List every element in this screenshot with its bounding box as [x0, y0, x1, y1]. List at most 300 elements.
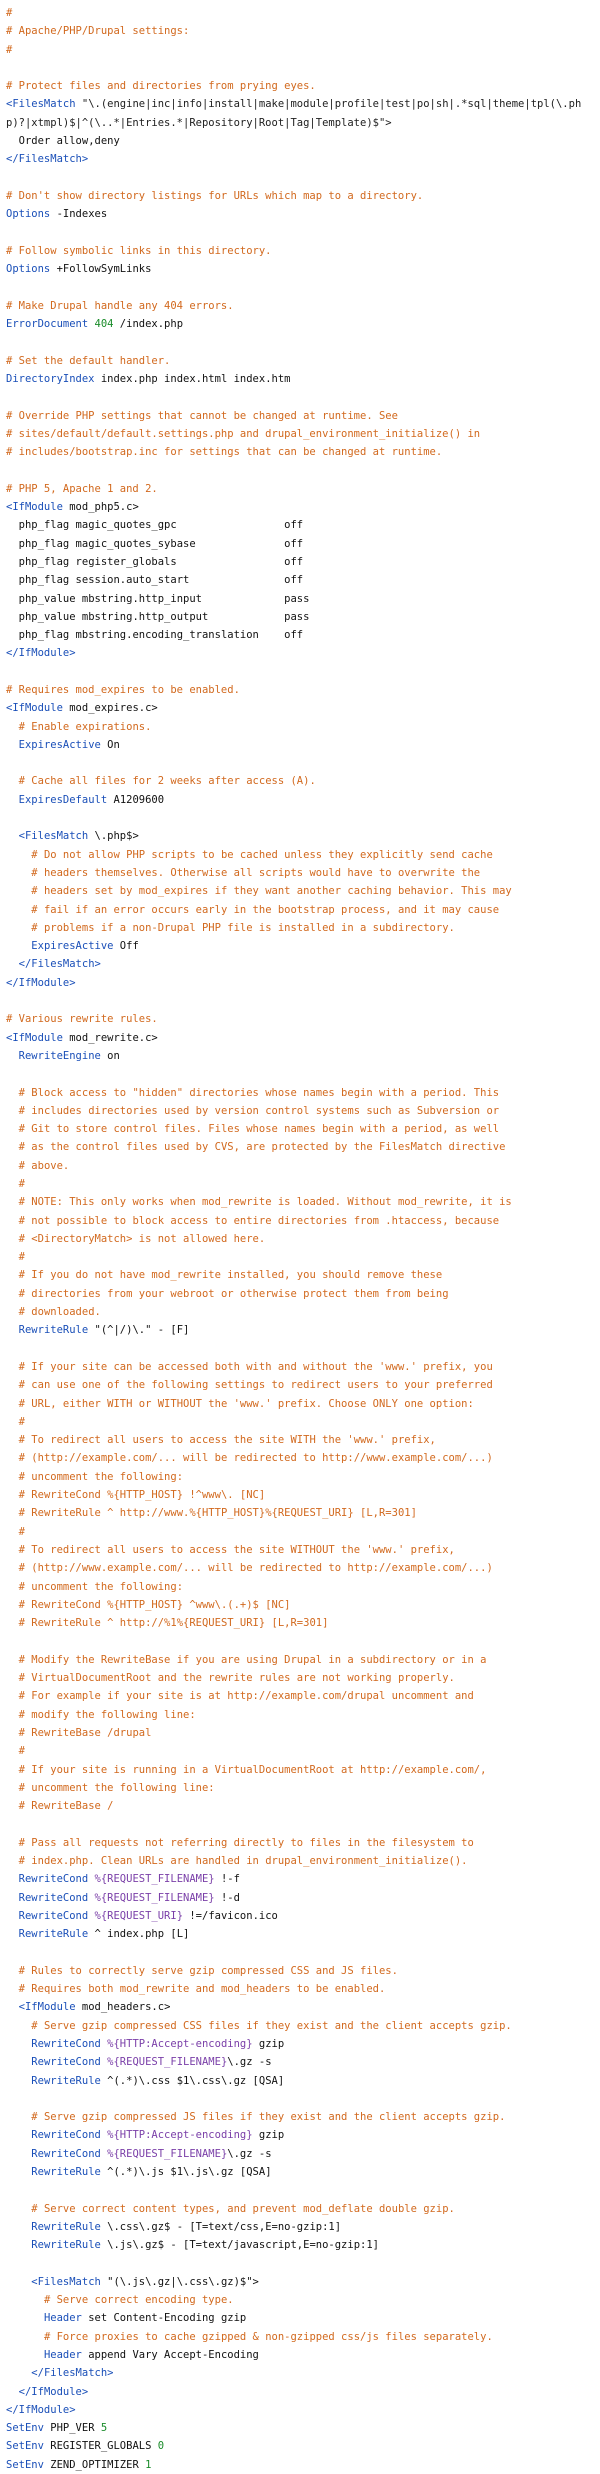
code-token-comment: # To redirect all users to access the site WITHOUT the 'www.' prefix, — [18, 1543, 455, 1556]
code-token-comment: # — [18, 1745, 25, 1758]
code-line — [6, 1907, 594, 1925]
code-line — [6, 516, 594, 534]
code-token-directive: RewriteRule — [18, 1928, 89, 1941]
code-line — [6, 1047, 594, 1065]
code-token-comment: # Protect files and directories from prying eyes. — [6, 80, 316, 93]
code-token-directive: </IfModule> — [6, 2403, 76, 2416]
code-indent — [6, 2276, 31, 2288]
code-token-comment: # Serve correct encoding type. — [43, 2294, 234, 2307]
code-token-directive: SetEnv — [6, 2458, 44, 2471]
code-indent — [6, 2331, 44, 2343]
code-line — [6, 1102, 594, 1120]
code-line — [6, 1614, 594, 1632]
code-token-plain: +FollowSymLinks — [50, 263, 152, 276]
code-indent — [6, 1196, 19, 1208]
code-indent — [6, 1489, 19, 1501]
code-token-comment: # directories from your webroot or otherwise protect them from being — [18, 1287, 449, 1300]
code-line — [6, 352, 594, 370]
code-token-comment: # RewriteBase / — [18, 1800, 114, 1813]
code-token-comment: # — [6, 43, 13, 56]
code-token-directive: RewriteRule — [18, 1324, 89, 1337]
code-indent — [6, 1654, 19, 1666]
code-token-comment: # uncomment the following: — [18, 1580, 184, 1593]
code-token-directive: <FilesMatch — [31, 2275, 101, 2288]
code-token-directive: <IfModule — [6, 1031, 63, 1044]
code-token-comment: # (http://www.example.com/... will be redirected to http://example.com/...) — [18, 1562, 493, 1575]
code-line — [6, 1395, 594, 1413]
code-token-comment: # — [18, 1525, 25, 1538]
code-line — [6, 1303, 594, 1321]
code-token-comment: # index.php. Clean URLs are handled in drupal_environment_initialize(). — [18, 1854, 468, 1867]
code-indent — [6, 885, 31, 897]
code-line — [6, 2090, 594, 2108]
code-token-plain: Off — [113, 940, 139, 953]
code-token-comment: # Git to store control files. Files whose names begin with a period, as well — [18, 1123, 500, 1136]
code-token-directive: RewriteRule — [31, 2239, 101, 2252]
code-line — [6, 224, 594, 242]
code-token-comment: # Set the default handler. — [6, 354, 171, 367]
code-token-directive: Header — [43, 2349, 82, 2361]
code-line — [6, 1120, 594, 1138]
code-line — [6, 754, 594, 772]
code-line — [6, 1175, 594, 1193]
code-token-plain: ZEND_OPTIMIZER — [43, 2458, 139, 2471]
code-indent — [6, 1544, 19, 1556]
code-token-comment: # — [18, 1251, 25, 1264]
code-token-comment: # To redirect all users to access the site WITH the 'www.' prefix, — [18, 1434, 436, 1447]
code-indent — [6, 2020, 31, 2032]
code-token-directive: </IfModule> — [6, 647, 76, 660]
code-indent — [6, 1288, 19, 1300]
code-token-plain: \.gz -s — [227, 2147, 272, 2160]
code-token-directive: RewriteRule — [31, 2220, 101, 2233]
code-token-directive: Options — [6, 208, 51, 221]
code-line — [6, 992, 594, 1010]
code-token-plain: ^ index.php [L] — [88, 1928, 190, 1941]
code-token-comment: # problems if a non-Drupal PHP file is installed in a subdirectory. — [31, 921, 455, 934]
code-indent — [6, 2056, 31, 2068]
code-indent — [6, 593, 19, 605]
code-line — [6, 1523, 594, 1541]
code-line — [6, 1742, 594, 1760]
code-token-plain: php_flag mbstring.encoding_translation off — [18, 629, 304, 642]
code-indent — [6, 739, 19, 751]
code-line — [6, 1157, 594, 1175]
code-token-number: 1 — [138, 2458, 152, 2471]
code-line — [6, 1943, 594, 1961]
code-token-number: 404 — [88, 318, 114, 331]
code-line — [6, 955, 594, 973]
code-token-plain: Order allow,deny — [18, 135, 120, 148]
code-indent — [6, 574, 19, 586]
code-indent — [6, 1837, 19, 1849]
code-line — [6, 1889, 594, 1907]
code-token-plain: php_flag session.auto_start off — [18, 574, 304, 587]
code-token-directive: </FilesMatch> — [18, 958, 101, 971]
code-token-comment: # (http://example.com/... will be redirected to http://www.example.com/...) — [18, 1452, 493, 1465]
code-token-variable: %{REQUEST_URI} — [88, 1909, 184, 1922]
code-token-comment: # RewriteCond %{HTTP_HOST} !^www\. [NC] — [18, 1489, 266, 1502]
code-token-comment: # RewriteCond %{HTTP_HOST} ^www\.(.+)$ [NC] — [18, 1598, 291, 1611]
code-indent — [6, 1928, 19, 1940]
code-token-string: "\.(engine|inc|info|install|make|module|profile|test|po|sh|.*sql|theme|tpl(\.php)?|xtmpl)$|^(\..*|Entries.*|Repository|Root|Tag|Template)$"> — [6, 98, 582, 129]
code-line — [6, 1834, 594, 1852]
code-line — [6, 2035, 594, 2053]
code-indent — [6, 1251, 19, 1263]
code-line — [6, 791, 594, 809]
code-indent — [6, 1965, 19, 1977]
code-line — [6, 2383, 594, 2401]
code-line — [6, 1504, 594, 1522]
code-line — [6, 827, 594, 845]
code-line — [6, 169, 594, 187]
code-line — [6, 260, 594, 278]
code-token-plain: On — [100, 738, 120, 751]
code-line — [6, 407, 594, 425]
code-indent — [6, 849, 31, 861]
code-token-plain: set Content-Encoding gzip — [81, 2312, 247, 2325]
code-token-comment: # sites/default/default.settings.php and drupal_environment_initialize() in — [6, 427, 481, 440]
code-indent — [6, 556, 19, 568]
code-line — [6, 242, 594, 260]
code-token-comment: # Serve gzip compressed JS files if they exist and the client accepts gzip. — [31, 2111, 506, 2124]
code-token-plain: php_value mbstring.http_input pass — [18, 592, 310, 605]
code-line — [6, 443, 594, 461]
code-token-directive: </FilesMatch> — [31, 2367, 114, 2380]
code-indent — [6, 1910, 19, 1922]
code-indent — [6, 629, 19, 641]
code-line — [6, 1761, 594, 1779]
code-indent — [6, 1178, 19, 1190]
code-token-comment: # Make Drupal handle any 404 errors. — [6, 299, 234, 312]
code-token-variable: %{HTTP:Accept-encoding} — [100, 2129, 253, 2142]
code-token-plain: mod_rewrite.c> — [62, 1031, 158, 1044]
code-line — [6, 1779, 594, 1797]
code-line — [6, 882, 594, 900]
code-token-comment: # If you do not have mod_rewrite installed, you should remove these — [18, 1269, 443, 1282]
code-token-plain: gzip — [252, 2037, 285, 2050]
code-indent — [6, 2075, 31, 2087]
code-token-directive: RewriteCond — [31, 2129, 101, 2142]
code-line — [6, 2017, 594, 2035]
code-indent — [6, 1269, 19, 1281]
code-indent — [6, 611, 19, 623]
code-token-plain: ^(.*)\.js $1\.js\.gz [QSA] — [100, 2166, 272, 2179]
code-indent — [6, 1764, 19, 1776]
code-line — [6, 1724, 594, 1742]
code-line — [6, 1925, 594, 1943]
code-line — [6, 1010, 594, 1028]
code-token-comment: # Rules to correctly serve gzip compressed CSS and JS files. — [18, 1964, 398, 1977]
code-line — [6, 2346, 594, 2364]
code-line — [6, 1486, 594, 1504]
code-indent — [6, 1141, 19, 1153]
code-line — [6, 1358, 594, 1376]
code-token-comment: # If your site is running in a VirtualDocumentRoot at http://example.com/, — [18, 1763, 487, 1776]
code-token-variable: %{REQUEST_FILENAME} — [100, 2147, 228, 2160]
code-line — [6, 1138, 594, 1156]
code-token-directive: ExpiresDefault — [18, 793, 108, 806]
code-token-comment: # VirtualDocumentRoot and the rewrite rules are not working properly. — [18, 1672, 455, 1685]
code-token-comment: # NOTE: This only works when mod_rewrite is loaded. Without mod_rewrite, it is — [18, 1196, 512, 1209]
code-token-directive: RewriteRule — [31, 2074, 101, 2087]
code-line — [6, 2291, 594, 2309]
code-token-directive: RewriteCond — [18, 1873, 89, 1886]
code-line — [6, 1065, 594, 1083]
code-indent — [6, 1581, 19, 1593]
code-token-variable: %{REQUEST_FILENAME} — [88, 1891, 215, 1904]
code-token-directive: ErrorDocument — [6, 318, 89, 331]
code-line — [6, 1980, 594, 1998]
code-token-directive: SetEnv — [6, 2422, 44, 2435]
code-token-directive: ExpiresActive — [18, 738, 101, 751]
code-line — [6, 461, 594, 479]
code-token-variable: %{HTTP:Accept-encoding} — [100, 2037, 253, 2050]
code-line — [6, 1870, 594, 1888]
code-line — [6, 681, 594, 699]
code-line — [6, 1248, 594, 1266]
code-line — [6, 150, 594, 168]
code-indent — [6, 1160, 19, 1172]
code-token-plain: PHP_VER — [43, 2422, 95, 2435]
code-token-comment: # Block access to "hidden" directories whose names begin with a period. This — [18, 1086, 500, 1099]
code-indent — [6, 2038, 31, 2050]
code-token-comment: # fail if an error occurs early in the bootstrap process, and it may cause — [31, 903, 500, 916]
code-line — [6, 608, 594, 626]
code-token-comment: # Force proxies to cache gzipped & non-gzipped css/js files separately. — [43, 2330, 493, 2343]
code-token-directive: RewriteEngine — [18, 1049, 101, 1062]
code-line — [6, 2364, 594, 2382]
code-indent — [6, 1452, 19, 1464]
code-line — [6, 1815, 594, 1833]
code-token-comment: # above. — [18, 1159, 70, 1172]
code-line — [6, 2163, 594, 2181]
code-indent — [6, 1050, 19, 1062]
code-indent — [6, 2294, 44, 2306]
code-token-comment: # uncomment the following line: — [18, 1781, 215, 1794]
code-token-directive: <FilesMatch — [6, 98, 76, 111]
code-token-comment: # Pass all requests not referring directly to files in the filesystem to — [18, 1836, 474, 1849]
code-token-plain: "(^|/)\." - [F] — [88, 1324, 190, 1337]
code-line — [6, 1578, 594, 1596]
code-line — [6, 1285, 594, 1303]
code-line — [6, 626, 594, 644]
code-token-directive: RewriteCond — [31, 2056, 101, 2069]
code-line — [6, 2437, 594, 2455]
code-token-number: 0 — [151, 2440, 165, 2453]
code-indent — [6, 1690, 19, 1702]
code-indent — [6, 1087, 19, 1099]
code-line — [6, 1651, 594, 1669]
code-line — [6, 1559, 594, 1577]
code-line — [6, 1449, 594, 1467]
code-token-comment: # For example if your site is at http://example.com/drupal uncomment and — [18, 1690, 474, 1703]
code-indent — [6, 1215, 19, 1227]
code-indent — [6, 1892, 19, 1904]
code-token-plain: php_flag register_globals off — [18, 555, 304, 568]
code-indent — [6, 2349, 44, 2361]
code-line — [6, 2401, 594, 2419]
code-indent — [6, 867, 31, 879]
code-token-directive: </FilesMatch> — [6, 153, 89, 166]
code-line — [6, 1266, 594, 1284]
code-line — [6, 1687, 594, 1705]
code-indent — [6, 2001, 19, 2013]
code-token-comment: # Don't show directory listings for URLs which map to a directory. — [6, 189, 424, 202]
code-line — [6, 1340, 594, 1358]
code-token-directive: RewriteRule — [31, 2166, 101, 2179]
code-token-directive: <FilesMatch — [18, 830, 89, 843]
code-indent — [6, 1873, 19, 1885]
code-line — [6, 2108, 594, 2126]
code-line — [6, 1852, 594, 1870]
code-token-directive: SetEnv — [6, 2440, 44, 2453]
code-indent — [6, 2111, 31, 2123]
code-token-directive: Options — [6, 263, 51, 276]
code-line — [6, 77, 594, 95]
code-line — [6, 974, 594, 992]
code-token-plain: !-d — [214, 1891, 240, 1904]
code-token-comment: # Override PHP settings that cannot be changed at runtime. See — [6, 409, 398, 422]
code-line — [6, 278, 594, 296]
code-token-plain: /index.php — [113, 318, 184, 331]
code-line — [6, 2145, 594, 2163]
code-token-variable: %{REQUEST_FILENAME} — [88, 1873, 215, 1886]
code-indent — [6, 1727, 19, 1739]
code-token-comment: # <DirectoryMatch> is not allowed here. — [18, 1232, 266, 1245]
code-line — [6, 718, 594, 736]
code-token-plain: mod_expires.c> — [62, 702, 158, 715]
code-line — [6, 480, 594, 498]
code-indent — [6, 1416, 19, 1428]
code-line — [6, 1632, 594, 1650]
code-indent — [6, 2129, 31, 2141]
code-token-plain: on — [100, 1049, 120, 1062]
code-indent — [6, 1599, 19, 1611]
code-token-plain: \.php$> — [88, 830, 139, 843]
code-indent — [6, 775, 19, 787]
code-indent — [6, 1398, 19, 1410]
code-indent — [6, 2221, 31, 2233]
code-token-comment: # — [18, 1415, 25, 1428]
code-indent — [6, 1105, 19, 1117]
code-indent — [6, 830, 19, 842]
code-token-plain: php_flag magic_quotes_gpc off — [18, 519, 304, 532]
code-token-comment: # Various rewrite rules. — [6, 1013, 158, 1026]
code-token-comment: # as the control files used by CVS, are protected by the FilesMatch directive — [18, 1141, 506, 1154]
code-token-directive: </IfModule> — [18, 2385, 89, 2398]
code-token-directive: Header — [43, 2312, 82, 2325]
code-line — [6, 809, 594, 827]
code-token-comment: # RewriteRule ^ http://%1%{REQUEST_URI} [L,R=301] — [18, 1617, 329, 1630]
code-token-comment: # Follow symbolic links in this directory. — [6, 244, 272, 257]
code-line — [6, 4, 594, 22]
code-line — [6, 1230, 594, 1248]
code-line — [6, 1084, 594, 1102]
code-token-plain: !=/favicon.ico — [183, 1909, 278, 1922]
code-token-directive: RewriteCond — [18, 1891, 89, 1904]
code-token-directive: RewriteCond — [31, 2147, 101, 2160]
code-token-comment: # — [18, 1178, 25, 1190]
code-line — [6, 1797, 594, 1815]
code-line — [6, 1376, 594, 1394]
code-indent — [6, 519, 19, 531]
code-line — [6, 2218, 594, 2236]
code-indent — [6, 2386, 19, 2398]
code-indent — [6, 2166, 31, 2178]
code-indent — [6, 1306, 19, 1318]
code-token-comment: # URL, either WITH or WITHOUT the 'www.' prefix. Choose ONLY one option: — [18, 1397, 474, 1410]
code-token-comment: # Apache/PHP/Drupal settings: — [6, 25, 190, 38]
code-line — [6, 1321, 594, 1339]
code-line — [6, 1706, 594, 1724]
code-token-variable: %{REQUEST_FILENAME} — [100, 2056, 228, 2069]
code-token-plain: gzip — [252, 2129, 285, 2142]
code-line — [6, 1669, 594, 1687]
code-line — [6, 2126, 594, 2144]
code-line — [6, 1596, 594, 1614]
code-token-directive: </IfModule> — [6, 976, 76, 989]
code-token-comment: # — [6, 7, 13, 19]
code-line — [6, 2053, 594, 2071]
code-indent — [6, 1562, 19, 1574]
code-token-comment: # RewriteBase /drupal — [18, 1726, 152, 1739]
code-token-directive: ExpiresActive — [31, 940, 114, 953]
code-indent — [6, 1855, 19, 1867]
code-token-comment: # uncomment the following: — [18, 1470, 184, 1483]
code-token-directive: RewriteCond — [31, 2037, 101, 2050]
code-token-plain: mod_headers.c> — [75, 2001, 171, 2014]
code-line — [6, 2255, 594, 2273]
code-token-comment: # Requires mod_expires to be enabled. — [6, 683, 240, 696]
code-indent — [6, 904, 31, 916]
code-token-comment: # headers themselves. Otherwise all scripts would have to overwrite the — [31, 866, 481, 879]
code-token-comment: # Cache all files for 2 weeks after access (A). — [18, 775, 316, 788]
code-indent — [6, 1379, 19, 1391]
code-indent — [6, 1709, 19, 1721]
code-indent — [6, 2367, 31, 2379]
code-line — [6, 772, 594, 790]
code-token-comment: # downloaded. — [18, 1306, 101, 1319]
code-line — [6, 1193, 594, 1211]
code-indent — [6, 2239, 31, 2251]
code-token-plain: php_value mbstring.http_output pass — [18, 610, 310, 623]
code-line — [6, 22, 594, 40]
code-line — [6, 846, 594, 864]
code-line — [6, 1468, 594, 1486]
code-line — [6, 1212, 594, 1230]
code-token-comment: # Serve correct content types, and prevent mod_deflate double gzip. — [31, 2202, 455, 2215]
code-line — [6, 1541, 594, 1559]
code-indent — [6, 1745, 19, 1757]
code-token-plain: mod_php5.c> — [62, 501, 139, 514]
code-indent — [6, 1361, 19, 1373]
code-token-plain: \.js\.gz$ - [T=text/javascript,E=no-gzip:1] — [100, 2239, 379, 2252]
code-indent — [6, 2148, 31, 2160]
code-token-directive: <IfModule — [18, 2001, 76, 2014]
code-token-directive: <IfModule — [6, 702, 63, 715]
code-indent — [6, 1672, 19, 1684]
code-line — [6, 2456, 594, 2474]
code-token-comment: # modify the following line: — [18, 1708, 196, 1721]
code-token-plain: "(\.js\.gz|\.css\.gz)$"> — [100, 2275, 259, 2288]
code-line — [6, 1998, 594, 2016]
code-indent — [6, 1800, 19, 1812]
code-indent — [6, 1434, 19, 1446]
code-line — [6, 1962, 594, 1980]
code-line — [6, 205, 594, 223]
code-indent — [6, 2312, 44, 2324]
